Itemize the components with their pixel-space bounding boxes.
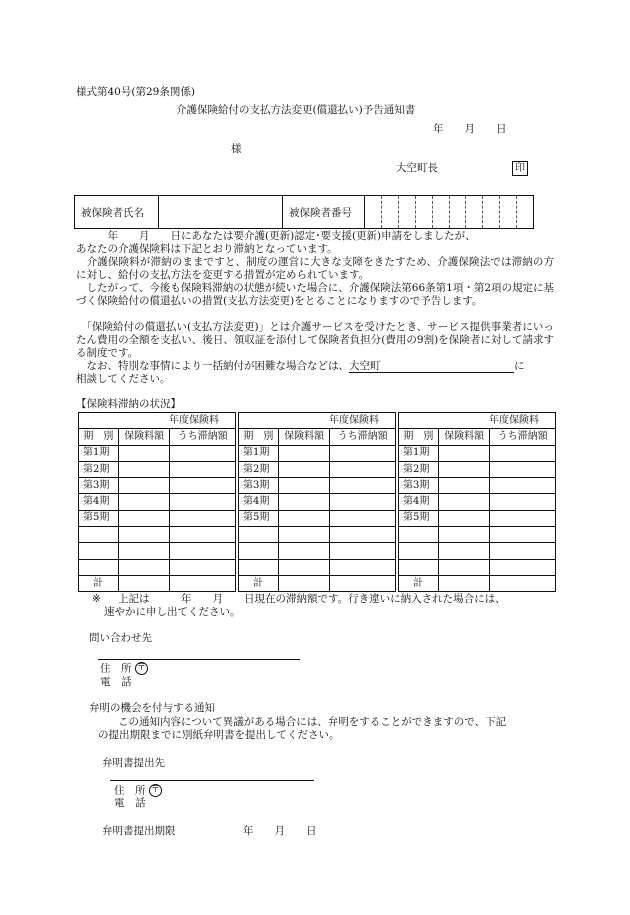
premium-cell[interactable] bbox=[118, 445, 170, 461]
premium-cell[interactable] bbox=[118, 478, 170, 494]
insured-number-digit[interactable] bbox=[450, 196, 467, 228]
period-cell bbox=[79, 527, 119, 543]
table-row bbox=[399, 559, 556, 575]
postal-mark-icon: 〒 bbox=[136, 663, 146, 673]
total-label: 計 bbox=[79, 575, 119, 591]
insured-number-field[interactable] bbox=[365, 196, 533, 228]
arrears-cell[interactable] bbox=[490, 543, 556, 559]
arrears-total-cell[interactable] bbox=[170, 575, 236, 591]
arrears-cell[interactable] bbox=[330, 445, 396, 461]
contact-name-line bbox=[98, 659, 300, 660]
premium-cell[interactable] bbox=[438, 559, 490, 575]
period-cell: 第1期 bbox=[399, 445, 439, 461]
col-period-header: 期 別 bbox=[239, 429, 279, 445]
insured-name-field[interactable] bbox=[159, 196, 283, 228]
table-row bbox=[399, 510, 556, 526]
insured-number-digit[interactable] bbox=[500, 196, 517, 228]
consult-suffix: に bbox=[514, 360, 525, 372]
arrears-cell[interactable] bbox=[170, 527, 236, 543]
arrears-cell[interactable] bbox=[170, 461, 236, 477]
vindication-text-cont: の提出期限までに別紙弁明書を提出してください。 bbox=[98, 729, 340, 741]
body-paragraph-5-cont: 相談してください。 bbox=[76, 373, 171, 385]
period-cell: 第3期 bbox=[79, 478, 119, 494]
premium-cell[interactable] bbox=[118, 559, 170, 575]
insured-number-digit[interactable] bbox=[466, 196, 483, 228]
period-cell: 第2期 bbox=[399, 461, 439, 477]
arrears-total-cell[interactable] bbox=[330, 575, 396, 591]
table-row bbox=[79, 559, 236, 575]
period-cell: 第1期 bbox=[79, 445, 119, 461]
arrears-cell[interactable] bbox=[170, 494, 236, 510]
deadline-label: 弁明書提出期限 bbox=[102, 825, 176, 837]
contact-heading: 問い合わせ先 bbox=[89, 632, 152, 644]
premium-cell[interactable] bbox=[278, 461, 330, 477]
period-cell: 第2期 bbox=[239, 461, 279, 477]
table-row bbox=[239, 461, 396, 477]
col-period-header: 期 別 bbox=[79, 429, 119, 445]
body-paragraph-1-cont: あなたの介護保険料は下記とおり滞納となっています。 bbox=[76, 243, 338, 255]
arrears-note-mark: ※ bbox=[92, 593, 101, 605]
col-arrears-header: うち滞納額 bbox=[170, 429, 236, 445]
arrears-cell[interactable] bbox=[490, 494, 556, 510]
total-row bbox=[239, 575, 396, 591]
premium-cell[interactable] bbox=[118, 543, 170, 559]
table-row bbox=[239, 527, 396, 543]
table-row bbox=[239, 559, 396, 575]
deadline-date: 年 月 日 bbox=[243, 825, 317, 837]
postal-mark-icon: 〒 bbox=[150, 785, 160, 795]
submit-address-label: 住 所 bbox=[114, 784, 146, 797]
table-row bbox=[79, 494, 236, 510]
arrears-cell[interactable] bbox=[330, 494, 396, 510]
body-paragraph-3: したがって、今後も保険料滞納の状態が続いた場合に、介護保険法第66条第1項・第2項の規定に基づく保険給付の償還払いの措置(支払方法変更)をとることになりますので予告します。 bbox=[76, 282, 555, 307]
insured-name-label: 被保険者氏名 bbox=[75, 196, 159, 228]
period-cell: 第5期 bbox=[79, 510, 119, 526]
year-header: 年度保険料 bbox=[399, 413, 556, 429]
period-cell: 第3期 bbox=[399, 478, 439, 494]
arrears-cell[interactable] bbox=[490, 559, 556, 575]
vindication-text: この通知内容について異議がある場合には、弁明をすることができますので、下記 bbox=[118, 716, 507, 728]
table-row bbox=[239, 494, 396, 510]
table-row bbox=[399, 527, 556, 543]
period-cell: 第1期 bbox=[239, 445, 279, 461]
premium-cell[interactable] bbox=[278, 510, 330, 526]
premium-cell[interactable] bbox=[118, 527, 170, 543]
arrears-table bbox=[238, 412, 396, 592]
body-paragraph-2: 介護保険料が滞納のままですと、制度の運営に大きな支障をきたすため、介護保険法では滞納の方に対し、給付の支払方法を変更する措置が定められています。 bbox=[76, 256, 554, 281]
arrears-heading: 【保険料滞納の状況】 bbox=[76, 398, 181, 410]
total-row bbox=[79, 575, 236, 591]
table-row bbox=[79, 527, 236, 543]
premium-cell[interactable] bbox=[278, 445, 330, 461]
total-label: 計 bbox=[239, 575, 279, 591]
contact-address-label: 住 所 bbox=[100, 662, 132, 675]
premium-cell[interactable] bbox=[118, 461, 170, 477]
arrears-cell[interactable] bbox=[490, 461, 556, 477]
arrears-cell[interactable] bbox=[170, 445, 236, 461]
arrears-cell[interactable] bbox=[170, 478, 236, 494]
period-cell: 第4期 bbox=[399, 494, 439, 510]
arrears-cell[interactable] bbox=[490, 478, 556, 494]
premium-cell[interactable] bbox=[438, 445, 490, 461]
premium-cell[interactable] bbox=[278, 478, 330, 494]
premium-cell[interactable] bbox=[438, 478, 490, 494]
table-row bbox=[399, 543, 556, 559]
vindication-heading: 弁明の機会を付与する通知 bbox=[89, 702, 215, 714]
total-row bbox=[399, 575, 556, 591]
issue-date: 年 月 日 bbox=[433, 123, 507, 135]
arrears-cell[interactable] bbox=[330, 461, 396, 477]
col-arrears-header: うち滞納額 bbox=[330, 429, 396, 445]
arrears-cell[interactable] bbox=[490, 445, 556, 461]
col-arrears-header: うち滞納額 bbox=[490, 429, 556, 445]
year-header: 年度保険料 bbox=[239, 413, 396, 429]
insured-number-digit[interactable] bbox=[416, 196, 433, 228]
page-title: 介護保険給付の支払方法変更(償還払い)予告通知書 bbox=[176, 104, 416, 116]
period-cell bbox=[399, 543, 439, 559]
submit-to-line bbox=[110, 780, 314, 781]
premium-cell[interactable] bbox=[438, 494, 490, 510]
table-row bbox=[239, 478, 396, 494]
table-row bbox=[239, 510, 396, 526]
arrears-cell[interactable] bbox=[330, 543, 396, 559]
form-number: 様式第40号(第29条関係) bbox=[76, 86, 195, 98]
insured-number-digit[interactable] bbox=[483, 196, 500, 228]
period-cell bbox=[239, 527, 279, 543]
table-row bbox=[399, 445, 556, 461]
insured-info-box bbox=[74, 195, 534, 229]
insured-number-digit[interactable] bbox=[399, 196, 416, 228]
premium-cell[interactable] bbox=[438, 527, 490, 543]
table-row bbox=[79, 543, 236, 559]
body-paragraph-5 bbox=[76, 360, 525, 373]
arrears-cell[interactable] bbox=[170, 543, 236, 559]
body-paragraph-1: 年 月 日にあなたは要介護(更新)認定･要支援(更新)申請をしましたが、 bbox=[76, 230, 476, 242]
arrears-table bbox=[398, 412, 556, 592]
arrears-cell[interactable] bbox=[170, 559, 236, 575]
consult-town: 大空町 bbox=[349, 360, 514, 373]
col-period-header: 期 別 bbox=[399, 429, 439, 445]
arrears-cell[interactable] bbox=[170, 510, 236, 526]
col-premium-header: 保険料額 bbox=[438, 429, 490, 445]
premium-cell[interactable] bbox=[438, 510, 490, 526]
arrears-note: 上記は 年 月 日現在の滞納額です。行き違いに納入された場合には、 bbox=[118, 593, 506, 605]
period-cell bbox=[79, 559, 119, 575]
contact-phone-label: 電 話 bbox=[100, 676, 132, 688]
premium-cell[interactable] bbox=[278, 543, 330, 559]
body-paragraph-4: 「保険給付の償還払い(支払方法変更)」とは介護サービスを受けたとき、サービス提供事業者にいったん費用の全額を支払い、後日、領収証を添付して保険者負担分(費用の9割)を保険者に対して請求する制度です。 bbox=[76, 321, 554, 359]
arrears-cell[interactable] bbox=[490, 510, 556, 526]
period-cell bbox=[399, 527, 439, 543]
arrears-note-cont: 速やかに申し出てください。 bbox=[104, 606, 241, 618]
table-row bbox=[399, 461, 556, 477]
premium-cell[interactable] bbox=[118, 510, 170, 526]
year-header: 年度保険料 bbox=[79, 413, 236, 429]
premium-cell[interactable] bbox=[438, 543, 490, 559]
table-row bbox=[79, 445, 236, 461]
insured-number-digit[interactable] bbox=[517, 196, 533, 228]
issuer-name: 大空町長 bbox=[396, 162, 438, 174]
premium-cell[interactable] bbox=[438, 461, 490, 477]
premium-cell[interactable] bbox=[278, 527, 330, 543]
premium-total-cell[interactable] bbox=[278, 575, 330, 591]
arrears-cell[interactable] bbox=[330, 527, 396, 543]
arrears-table bbox=[78, 412, 236, 592]
period-cell: 第4期 bbox=[79, 494, 119, 510]
total-label: 計 bbox=[399, 575, 439, 591]
period-cell: 第3期 bbox=[239, 478, 279, 494]
period-cell bbox=[239, 559, 279, 575]
table-row bbox=[239, 543, 396, 559]
premium-cell[interactable] bbox=[278, 559, 330, 575]
col-premium-header: 保険料額 bbox=[118, 429, 170, 445]
submit-address bbox=[114, 784, 162, 798]
seal-stamp: 印 bbox=[512, 161, 528, 176]
period-cell: 第4期 bbox=[239, 494, 279, 510]
submit-to-heading: 弁明書提出先 bbox=[102, 757, 165, 769]
col-premium-header: 保険料額 bbox=[278, 429, 330, 445]
period-cell: 第5期 bbox=[399, 510, 439, 526]
arrears-tables bbox=[78, 412, 556, 592]
period-cell: 第2期 bbox=[79, 461, 119, 477]
period-cell bbox=[239, 543, 279, 559]
insured-number-label: 被保険者番号 bbox=[283, 196, 365, 228]
arrears-cell[interactable] bbox=[330, 559, 396, 575]
period-cell: 第5期 bbox=[239, 510, 279, 526]
insured-number-digit[interactable] bbox=[382, 196, 399, 228]
submit-phone-label: 電 話 bbox=[114, 797, 146, 809]
arrears-total-cell[interactable] bbox=[490, 575, 556, 591]
table-row bbox=[79, 461, 236, 477]
premium-total-cell[interactable] bbox=[438, 575, 490, 591]
table-row bbox=[79, 478, 236, 494]
arrears-cell[interactable] bbox=[330, 510, 396, 526]
premium-cell[interactable] bbox=[118, 494, 170, 510]
insured-number-digit[interactable] bbox=[365, 196, 382, 228]
arrears-cell[interactable] bbox=[490, 527, 556, 543]
premium-cell[interactable] bbox=[278, 494, 330, 510]
period-cell bbox=[79, 543, 119, 559]
table-row bbox=[399, 478, 556, 494]
table-row bbox=[399, 494, 556, 510]
contact-address bbox=[100, 662, 148, 676]
consult-prefix: なお、特別な事情により一括納付が困難な場合などは、 bbox=[76, 360, 349, 372]
table-row bbox=[79, 510, 236, 526]
arrears-cell[interactable] bbox=[330, 478, 396, 494]
table-row bbox=[239, 445, 396, 461]
insured-number-digit[interactable] bbox=[433, 196, 450, 228]
period-cell bbox=[399, 559, 439, 575]
premium-total-cell[interactable] bbox=[118, 575, 170, 591]
recipient-suffix: 様 bbox=[231, 143, 242, 155]
